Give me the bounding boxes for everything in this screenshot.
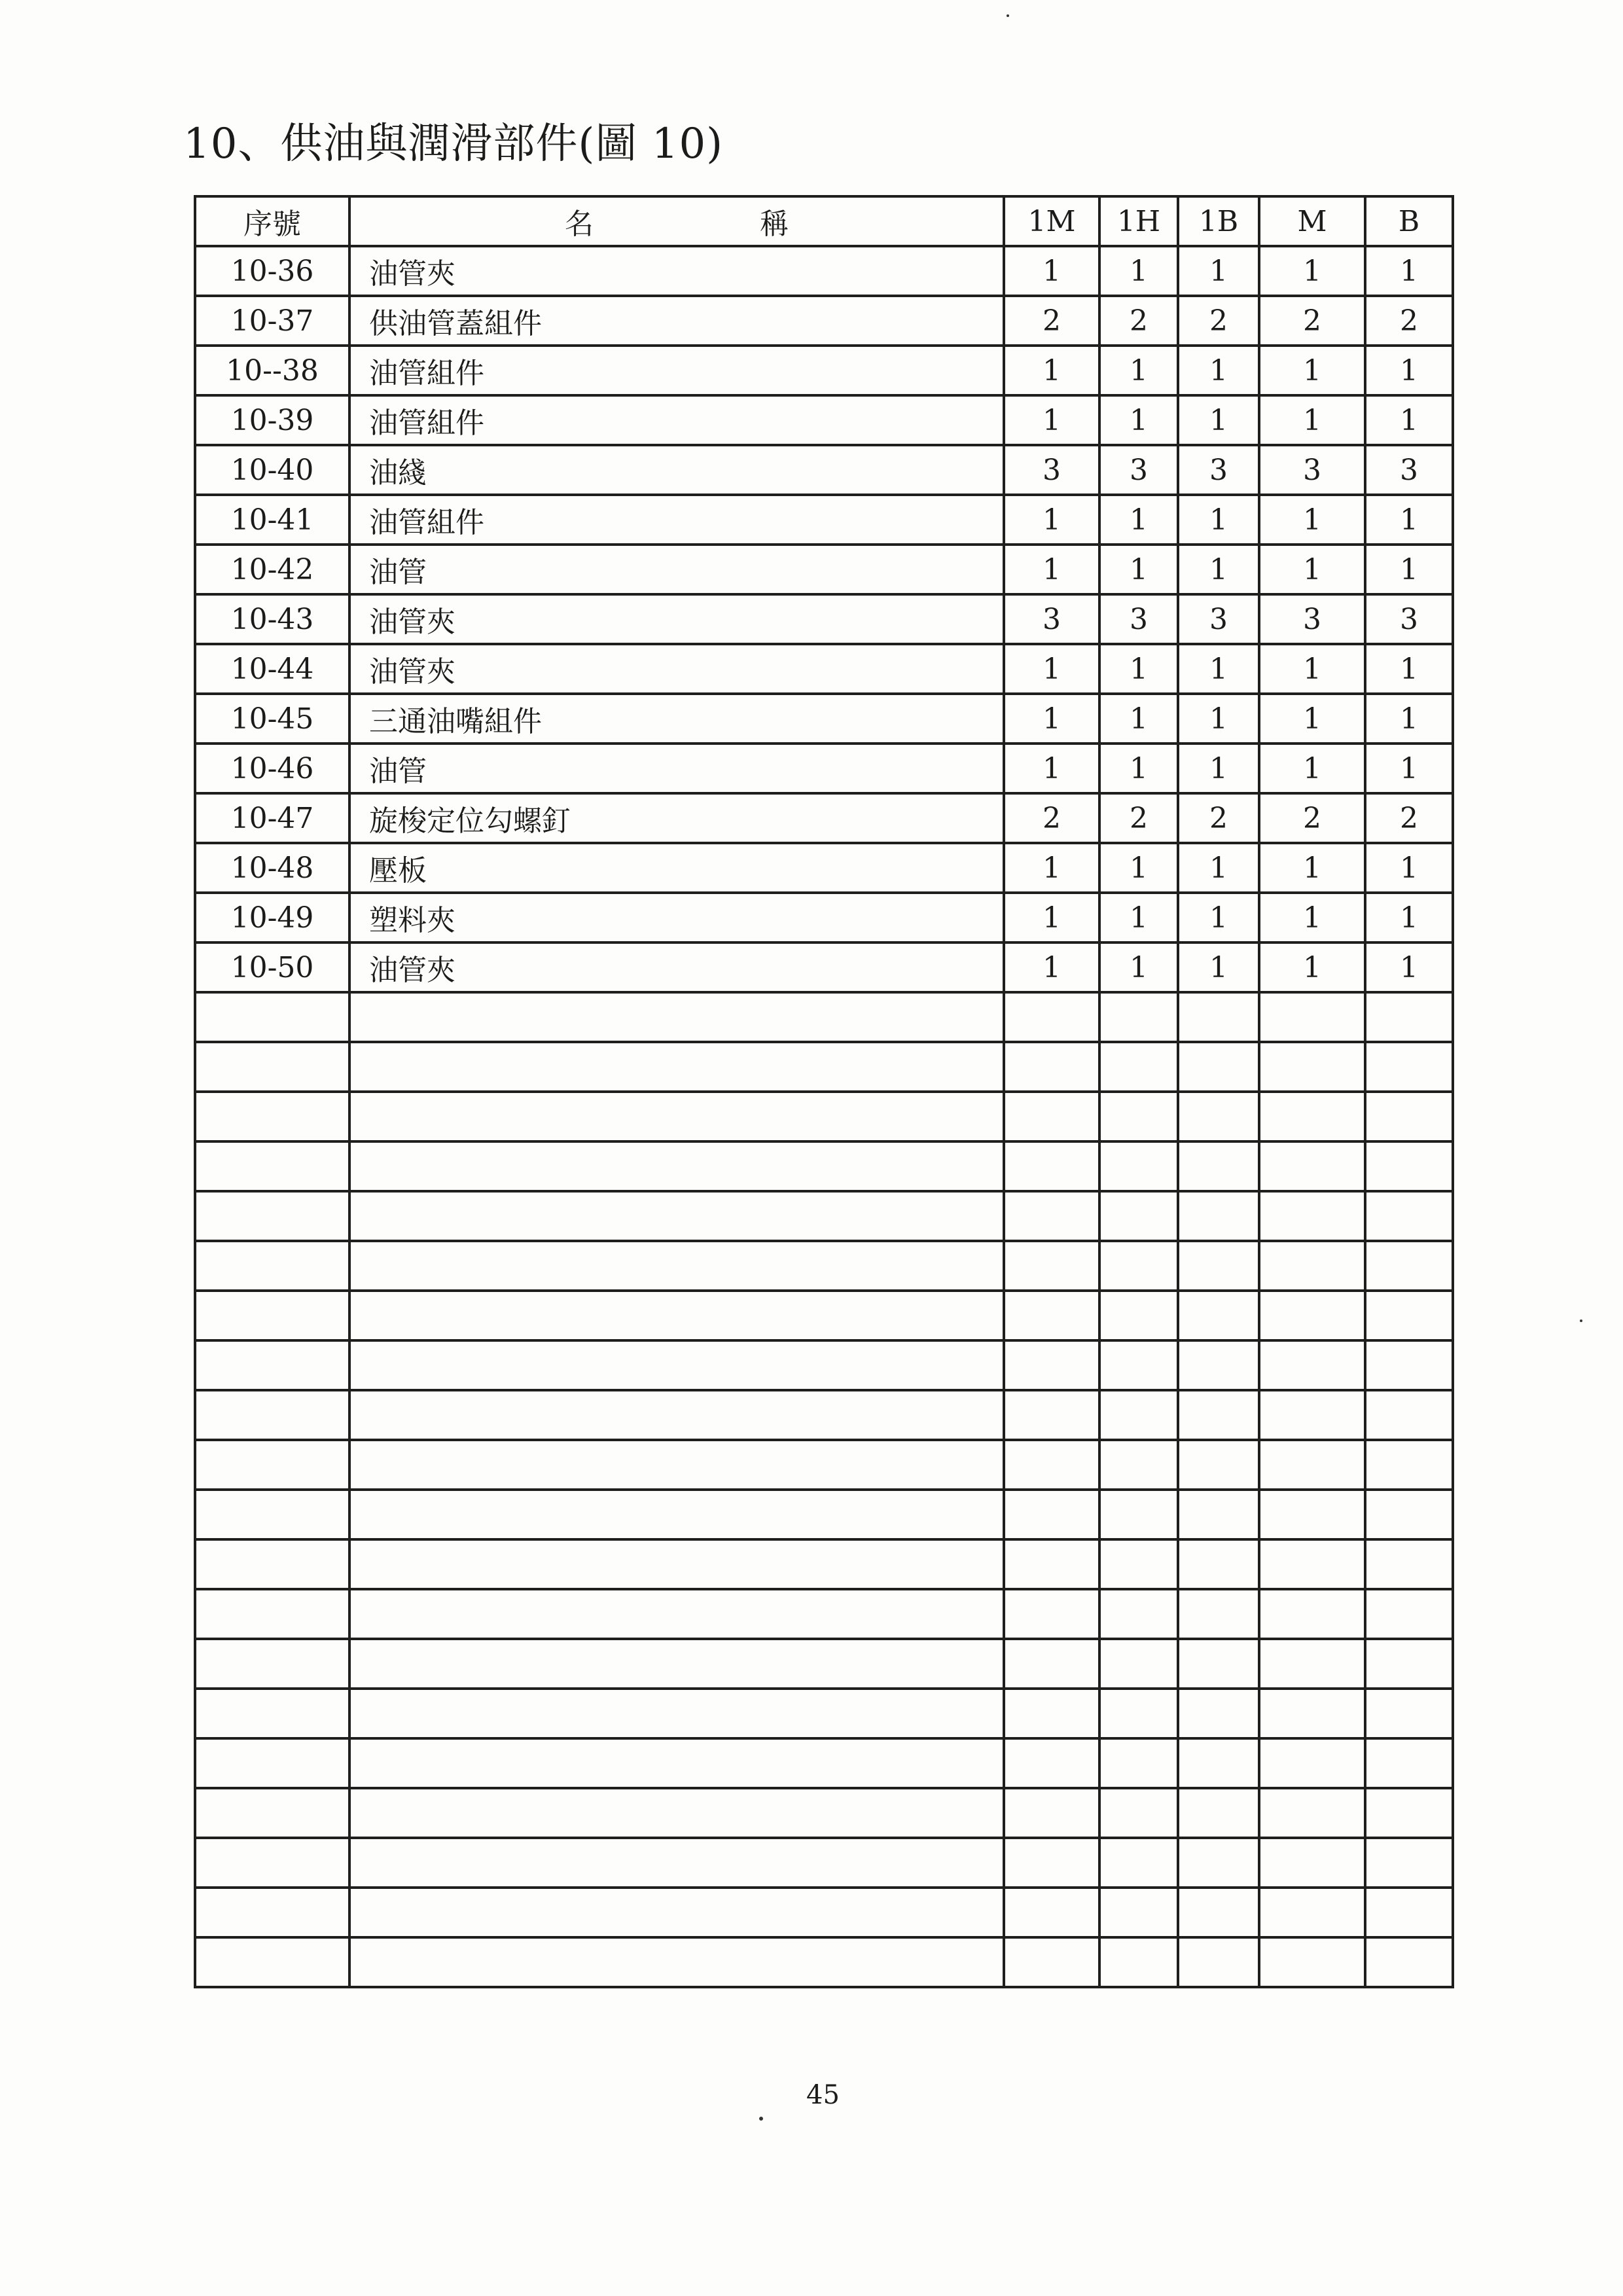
- qty-b-cell: 1: [1365, 346, 1453, 395]
- qty-1h-cell: 1: [1099, 246, 1178, 296]
- qty-b-cell: [1365, 992, 1453, 1042]
- part-name-cell: [349, 1042, 1004, 1092]
- part-name-cell: 壓板: [349, 843, 1004, 893]
- qty-m-cell: 1: [1259, 744, 1365, 793]
- part-name-cell: 油管組件: [349, 395, 1004, 445]
- qty-m-cell: [1259, 1589, 1365, 1639]
- qty-b-cell: 2: [1365, 296, 1453, 346]
- qty-1b-cell: 1: [1178, 644, 1259, 694]
- qty-1b-cell: [1178, 1937, 1259, 1987]
- qty-1m-cell: 2: [1004, 793, 1099, 843]
- qty-b-cell: [1365, 1937, 1453, 1987]
- qty-1m-cell: [1004, 1490, 1099, 1539]
- table-row: [195, 1689, 1453, 1738]
- qty-1h-cell: [1099, 1191, 1178, 1241]
- qty-1m-cell: [1004, 1738, 1099, 1788]
- qty-m-cell: 1: [1259, 644, 1365, 694]
- qty-1m-cell: [1004, 1092, 1099, 1141]
- table-row: [195, 1291, 1453, 1340]
- parts-table: [194, 195, 1454, 1988]
- part-name-cell: [349, 1191, 1004, 1241]
- header-serial-no: 序號: [195, 196, 349, 246]
- part-name-cell: 油管夾: [349, 942, 1004, 992]
- qty-m-cell: 1: [1259, 893, 1365, 942]
- serial-no-cell: 10-47: [195, 793, 349, 843]
- table-header-row: [195, 196, 1453, 246]
- qty-m-cell: [1259, 1639, 1365, 1689]
- qty-1h-cell: [1099, 1937, 1178, 1987]
- qty-1b-cell: 1: [1178, 246, 1259, 296]
- qty-1m-cell: 1: [1004, 893, 1099, 942]
- qty-1m-cell: [1004, 1838, 1099, 1888]
- qty-1m-cell: 1: [1004, 644, 1099, 694]
- qty-1m-cell: 1: [1004, 744, 1099, 793]
- table-row: [195, 1888, 1453, 1937]
- part-name-cell: [349, 1092, 1004, 1141]
- part-name-cell: [349, 1639, 1004, 1689]
- part-name-cell: 旋梭定位勾螺釘: [349, 793, 1004, 843]
- header-qty-m: M: [1259, 196, 1365, 246]
- serial-no-cell: [195, 1340, 349, 1390]
- qty-m-cell: [1259, 1390, 1365, 1440]
- serial-no-cell: [195, 1141, 349, 1191]
- qty-1b-cell: [1178, 1738, 1259, 1788]
- qty-b-cell: 3: [1365, 445, 1453, 495]
- part-name-cell: [349, 1241, 1004, 1291]
- qty-b-cell: 1: [1365, 495, 1453, 545]
- qty-1h-cell: 1: [1099, 346, 1178, 395]
- qty-m-cell: [1259, 1340, 1365, 1390]
- qty-m-cell: [1259, 1092, 1365, 1141]
- table-row: [195, 992, 1453, 1042]
- serial-no-cell: 10-46: [195, 744, 349, 793]
- qty-1m-cell: [1004, 1191, 1099, 1241]
- serial-no-cell: 10-40: [195, 445, 349, 495]
- table-row: [195, 793, 1453, 843]
- qty-1b-cell: 1: [1178, 942, 1259, 992]
- qty-1b-cell: 3: [1178, 445, 1259, 495]
- qty-1b-cell: [1178, 992, 1259, 1042]
- serial-no-cell: [195, 1092, 349, 1141]
- qty-m-cell: [1259, 1838, 1365, 1888]
- part-name-cell: 塑料夾: [349, 893, 1004, 942]
- serial-no-cell: [195, 1788, 349, 1838]
- qty-1m-cell: [1004, 992, 1099, 1042]
- table-row: [195, 1141, 1453, 1191]
- qty-1b-cell: [1178, 1092, 1259, 1141]
- qty-b-cell: 1: [1365, 694, 1453, 744]
- serial-no-cell: [195, 1738, 349, 1788]
- table-row: [195, 942, 1453, 992]
- serial-no-cell: 10-45: [195, 694, 349, 744]
- table-row: [195, 1589, 1453, 1639]
- header-qty-b: B: [1365, 196, 1453, 246]
- qty-1h-cell: [1099, 1539, 1178, 1589]
- part-name-cell: [349, 992, 1004, 1042]
- qty-1m-cell: 1: [1004, 942, 1099, 992]
- qty-b-cell: [1365, 1490, 1453, 1539]
- qty-b-cell: 3: [1365, 594, 1453, 644]
- qty-1m-cell: [1004, 1639, 1099, 1689]
- part-name-cell: 油管: [349, 545, 1004, 594]
- part-name-cell: [349, 1738, 1004, 1788]
- qty-1h-cell: [1099, 1490, 1178, 1539]
- table-row: [195, 1191, 1453, 1241]
- qty-b-cell: [1365, 1042, 1453, 1092]
- qty-b-cell: [1365, 1241, 1453, 1291]
- table-row: [195, 1838, 1453, 1888]
- serial-no-cell: 10-49: [195, 893, 349, 942]
- part-name-cell: 油管夾: [349, 644, 1004, 694]
- qty-1b-cell: [1178, 1141, 1259, 1191]
- qty-1b-cell: [1178, 1490, 1259, 1539]
- qty-b-cell: [1365, 1589, 1453, 1639]
- serial-no-cell: 10-42: [195, 545, 349, 594]
- qty-1b-cell: 1: [1178, 495, 1259, 545]
- table-row: [195, 1639, 1453, 1689]
- part-name-cell: [349, 1490, 1004, 1539]
- qty-1m-cell: [1004, 1589, 1099, 1639]
- serial-no-cell: 10-36: [195, 246, 349, 296]
- qty-1b-cell: [1178, 1539, 1259, 1589]
- qty-m-cell: [1259, 1191, 1365, 1241]
- table-row: [195, 1539, 1453, 1589]
- qty-1m-cell: [1004, 1440, 1099, 1490]
- qty-m-cell: 3: [1259, 445, 1365, 495]
- part-name-cell: [349, 1937, 1004, 1987]
- qty-1b-cell: [1178, 1440, 1259, 1490]
- serial-no-cell: 10-44: [195, 644, 349, 694]
- part-name-cell: 油管組件: [349, 495, 1004, 545]
- qty-1b-cell: 1: [1178, 744, 1259, 793]
- page-number: 45: [806, 2080, 840, 2110]
- part-name-cell: [349, 1888, 1004, 1937]
- qty-1b-cell: 3: [1178, 594, 1259, 644]
- qty-b-cell: [1365, 1738, 1453, 1788]
- table-row: [195, 246, 1453, 296]
- qty-1m-cell: [1004, 1291, 1099, 1340]
- parts-table-body: [195, 246, 1453, 1987]
- serial-no-cell: [195, 1291, 349, 1340]
- qty-m-cell: 1: [1259, 246, 1365, 296]
- qty-1m-cell: 1: [1004, 346, 1099, 395]
- qty-1h-cell: 1: [1099, 942, 1178, 992]
- table-row: [195, 395, 1453, 445]
- qty-1h-cell: [1099, 1440, 1178, 1490]
- qty-1b-cell: [1178, 1191, 1259, 1241]
- qty-1b-cell: 2: [1178, 793, 1259, 843]
- qty-1m-cell: 1: [1004, 545, 1099, 594]
- qty-1b-cell: 1: [1178, 694, 1259, 744]
- qty-1h-cell: [1099, 1340, 1178, 1390]
- serial-no-cell: 10-41: [195, 495, 349, 545]
- qty-m-cell: 1: [1259, 495, 1365, 545]
- table-row: [195, 1738, 1453, 1788]
- qty-m-cell: [1259, 1291, 1365, 1340]
- qty-b-cell: 1: [1365, 942, 1453, 992]
- qty-m-cell: [1259, 992, 1365, 1042]
- qty-b-cell: [1365, 1291, 1453, 1340]
- part-name-cell: [349, 1539, 1004, 1589]
- qty-1b-cell: 2: [1178, 296, 1259, 346]
- table-row: [195, 1092, 1453, 1141]
- qty-m-cell: [1259, 1937, 1365, 1987]
- qty-1m-cell: [1004, 1042, 1099, 1092]
- part-name-cell: [349, 1589, 1004, 1639]
- serial-no-cell: [195, 1490, 349, 1539]
- qty-1m-cell: [1004, 1689, 1099, 1738]
- qty-1m-cell: [1004, 1937, 1099, 1987]
- part-name-cell: [349, 1838, 1004, 1888]
- qty-m-cell: [1259, 1888, 1365, 1937]
- qty-1m-cell: 3: [1004, 445, 1099, 495]
- part-name-cell: 油管: [349, 744, 1004, 793]
- part-name-cell: [349, 1291, 1004, 1340]
- qty-b-cell: 1: [1365, 644, 1453, 694]
- serial-no-cell: [195, 1390, 349, 1440]
- qty-m-cell: [1259, 1689, 1365, 1738]
- qty-b-cell: 2: [1365, 793, 1453, 843]
- qty-1m-cell: [1004, 1241, 1099, 1291]
- qty-b-cell: [1365, 1539, 1453, 1589]
- qty-1h-cell: [1099, 1738, 1178, 1788]
- qty-1b-cell: 1: [1178, 843, 1259, 893]
- table-row: [195, 445, 1453, 495]
- qty-b-cell: [1365, 1092, 1453, 1141]
- serial-no-cell: [195, 1689, 349, 1738]
- serial-no-cell: [195, 992, 349, 1042]
- qty-m-cell: [1259, 1490, 1365, 1539]
- qty-1b-cell: [1178, 1241, 1259, 1291]
- qty-m-cell: [1259, 1241, 1365, 1291]
- qty-b-cell: [1365, 1191, 1453, 1241]
- qty-b-cell: [1365, 1838, 1453, 1888]
- part-name-cell: 油管夾: [349, 594, 1004, 644]
- qty-1h-cell: [1099, 1390, 1178, 1440]
- qty-1h-cell: [1099, 1838, 1178, 1888]
- qty-1m-cell: 2: [1004, 296, 1099, 346]
- table-row: [195, 1788, 1453, 1838]
- qty-1h-cell: 1: [1099, 744, 1178, 793]
- serial-no-cell: 10-48: [195, 843, 349, 893]
- part-name-cell: [349, 1788, 1004, 1838]
- qty-m-cell: 1: [1259, 942, 1365, 992]
- part-name-cell: [349, 1390, 1004, 1440]
- qty-m-cell: 2: [1259, 793, 1365, 843]
- qty-b-cell: [1365, 1440, 1453, 1490]
- qty-1h-cell: [1099, 1241, 1178, 1291]
- qty-m-cell: [1259, 1539, 1365, 1589]
- qty-1h-cell: [1099, 1888, 1178, 1937]
- table-row: [195, 893, 1453, 942]
- header-qty-1b: 1B: [1178, 196, 1259, 246]
- serial-no-cell: [195, 1539, 349, 1589]
- qty-1m-cell: 1: [1004, 843, 1099, 893]
- qty-m-cell: 1: [1259, 395, 1365, 445]
- qty-1m-cell: [1004, 1141, 1099, 1191]
- qty-m-cell: [1259, 1788, 1365, 1838]
- qty-1h-cell: [1099, 1042, 1178, 1092]
- table-row: [195, 843, 1453, 893]
- qty-1m-cell: 1: [1004, 495, 1099, 545]
- serial-no-cell: 10--38: [195, 346, 349, 395]
- qty-1b-cell: [1178, 1689, 1259, 1738]
- serial-no-cell: [195, 1191, 349, 1241]
- table-row: [195, 1241, 1453, 1291]
- page-title: 10、供油與潤滑部件(圖 10): [183, 120, 724, 168]
- qty-1b-cell: 1: [1178, 395, 1259, 445]
- serial-no-cell: [195, 1888, 349, 1937]
- qty-1h-cell: 3: [1099, 594, 1178, 644]
- serial-no-cell: 10-50: [195, 942, 349, 992]
- qty-1m-cell: [1004, 1788, 1099, 1838]
- header-qty-1h: 1H: [1099, 196, 1178, 246]
- table-row: [195, 495, 1453, 545]
- qty-1m-cell: [1004, 1390, 1099, 1440]
- part-name-cell: [349, 1141, 1004, 1191]
- serial-no-cell: [195, 1937, 349, 1987]
- qty-m-cell: 3: [1259, 594, 1365, 644]
- qty-1m-cell: [1004, 1340, 1099, 1390]
- qty-1b-cell: [1178, 1291, 1259, 1340]
- part-name-cell: 油管夾: [349, 246, 1004, 296]
- qty-1h-cell: 3: [1099, 445, 1178, 495]
- qty-m-cell: 1: [1259, 694, 1365, 744]
- qty-1h-cell: 2: [1099, 793, 1178, 843]
- qty-1h-cell: 1: [1099, 545, 1178, 594]
- scan-speck: [759, 2117, 763, 2121]
- qty-1b-cell: [1178, 1340, 1259, 1390]
- scan-speck: [1580, 1319, 1582, 1322]
- qty-1m-cell: [1004, 1539, 1099, 1589]
- part-name-cell: 油管組件: [349, 346, 1004, 395]
- table-row: [195, 1937, 1453, 1987]
- table-row: [195, 594, 1453, 644]
- qty-1b-cell: [1178, 1589, 1259, 1639]
- qty-b-cell: [1365, 1888, 1453, 1937]
- qty-1h-cell: [1099, 1689, 1178, 1738]
- header-name: 名 稱: [349, 196, 1004, 246]
- qty-1b-cell: 1: [1178, 346, 1259, 395]
- qty-b-cell: 1: [1365, 843, 1453, 893]
- qty-1h-cell: [1099, 992, 1178, 1042]
- qty-1b-cell: [1178, 1888, 1259, 1937]
- qty-b-cell: 1: [1365, 545, 1453, 594]
- serial-no-cell: [195, 1241, 349, 1291]
- scan-speck: [1007, 14, 1009, 17]
- qty-1b-cell: [1178, 1838, 1259, 1888]
- qty-b-cell: 1: [1365, 893, 1453, 942]
- part-name-cell: 供油管蓋組件: [349, 296, 1004, 346]
- qty-1h-cell: [1099, 1291, 1178, 1340]
- qty-1m-cell: 1: [1004, 246, 1099, 296]
- qty-1h-cell: 1: [1099, 644, 1178, 694]
- qty-m-cell: [1259, 1738, 1365, 1788]
- qty-1b-cell: [1178, 1788, 1259, 1838]
- table-row: [195, 296, 1453, 346]
- qty-1h-cell: 1: [1099, 395, 1178, 445]
- qty-b-cell: [1365, 1689, 1453, 1738]
- qty-1h-cell: [1099, 1639, 1178, 1689]
- qty-1m-cell: 1: [1004, 395, 1099, 445]
- part-name-cell: [349, 1340, 1004, 1390]
- qty-b-cell: 1: [1365, 395, 1453, 445]
- serial-no-cell: 10-43: [195, 594, 349, 644]
- serial-no-cell: [195, 1589, 349, 1639]
- qty-m-cell: [1259, 1141, 1365, 1191]
- qty-m-cell: 1: [1259, 346, 1365, 395]
- qty-1h-cell: [1099, 1092, 1178, 1141]
- serial-no-cell: [195, 1838, 349, 1888]
- qty-m-cell: [1259, 1440, 1365, 1490]
- qty-1h-cell: [1099, 1788, 1178, 1838]
- qty-1b-cell: [1178, 1042, 1259, 1092]
- part-name-cell: [349, 1440, 1004, 1490]
- qty-1h-cell: 1: [1099, 843, 1178, 893]
- qty-m-cell: [1259, 1042, 1365, 1092]
- table-row: [195, 1042, 1453, 1092]
- part-name-cell: [349, 1689, 1004, 1738]
- qty-b-cell: [1365, 1788, 1453, 1838]
- qty-b-cell: [1365, 1141, 1453, 1191]
- qty-b-cell: [1365, 1340, 1453, 1390]
- part-name-cell: 油綫: [349, 445, 1004, 495]
- table-row: [195, 694, 1453, 744]
- qty-1m-cell: [1004, 1888, 1099, 1937]
- qty-1m-cell: 1: [1004, 694, 1099, 744]
- qty-1h-cell: 2: [1099, 296, 1178, 346]
- qty-1h-cell: 1: [1099, 893, 1178, 942]
- table-row: [195, 1340, 1453, 1390]
- part-name-cell: 三通油嘴組件: [349, 694, 1004, 744]
- qty-1h-cell: [1099, 1589, 1178, 1639]
- serial-no-cell: [195, 1639, 349, 1689]
- serial-no-cell: [195, 1440, 349, 1490]
- qty-m-cell: 1: [1259, 545, 1365, 594]
- serial-no-cell: [195, 1042, 349, 1092]
- qty-1b-cell: [1178, 1390, 1259, 1440]
- table-row: [195, 1390, 1453, 1440]
- qty-1b-cell: 1: [1178, 545, 1259, 594]
- qty-1h-cell: [1099, 1141, 1178, 1191]
- serial-no-cell: 10-39: [195, 395, 349, 445]
- header-qty-1m: 1M: [1004, 196, 1099, 246]
- qty-1m-cell: 3: [1004, 594, 1099, 644]
- qty-m-cell: 2: [1259, 296, 1365, 346]
- qty-1h-cell: 1: [1099, 694, 1178, 744]
- qty-b-cell: 1: [1365, 246, 1453, 296]
- table-row: [195, 1440, 1453, 1490]
- qty-b-cell: 1: [1365, 744, 1453, 793]
- qty-m-cell: 1: [1259, 843, 1365, 893]
- table-row: [195, 346, 1453, 395]
- table-row: [195, 744, 1453, 793]
- table-row: [195, 545, 1453, 594]
- table-row: [195, 644, 1453, 694]
- qty-1b-cell: [1178, 1639, 1259, 1689]
- qty-b-cell: [1365, 1639, 1453, 1689]
- qty-b-cell: [1365, 1390, 1453, 1440]
- table-row: [195, 1490, 1453, 1539]
- qty-1h-cell: 1: [1099, 495, 1178, 545]
- qty-1b-cell: 1: [1178, 893, 1259, 942]
- serial-no-cell: 10-37: [195, 296, 349, 346]
